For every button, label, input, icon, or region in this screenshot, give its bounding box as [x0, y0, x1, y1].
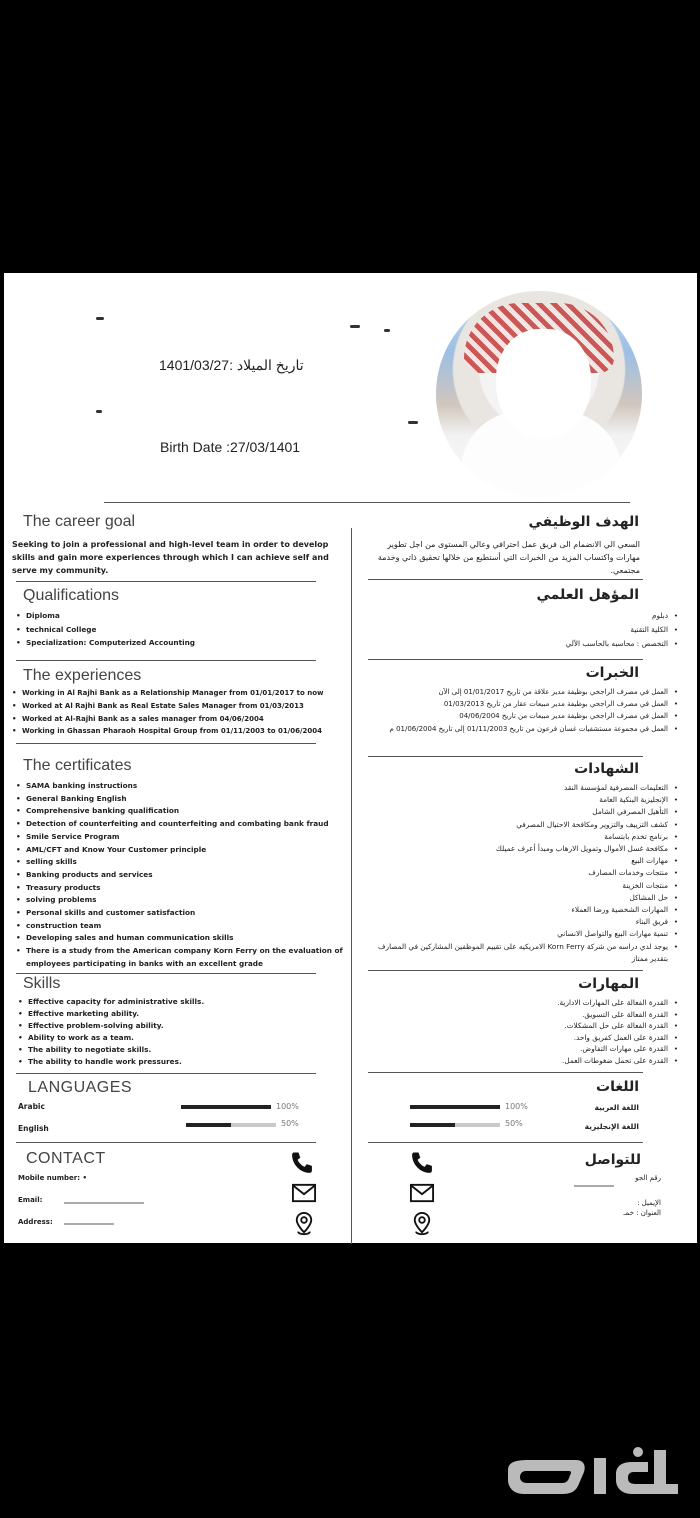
- divider: [16, 581, 316, 582]
- language-english-bar: [186, 1123, 276, 1127]
- language-english-ar: اللغة الإنجليزية: [584, 1122, 639, 1131]
- name-redacted: [96, 317, 104, 320]
- list-item: • Smile Service Program: [16, 831, 344, 844]
- experiences-list-ar: [364, 686, 680, 735]
- contact-title-ar: للتواصل: [584, 1152, 641, 1168]
- divider: [16, 973, 316, 974]
- list-item: • Working in Al Rajhi Bank as a Relationship Manager from 01/01/2017 to now: [12, 687, 340, 700]
- list-item: • العمل في مصرف الراجحي بوظيفة مدير علاقة من تاريخ 01/01/2017 إلى الآن: [364, 686, 680, 698]
- list-item: • Effective marketing ability.: [18, 1008, 346, 1020]
- language-english-percent: 50%: [281, 1119, 299, 1128]
- list-item: • Diploma: [16, 609, 344, 623]
- list-item: • Working in Ghassan Pharaoh Hospital Group from 01/11/2003 to 01/06/2004: [12, 725, 340, 738]
- list-item: • Effective capacity for administrative skills.: [18, 996, 346, 1008]
- list-item: • Worked at Al Rajhi Bank as Real Estate Sales Manager from 01/03/2013: [12, 700, 340, 713]
- list-item: • العمل في مجموعة مستشفيات غسان فرعون من تاريخ 01/11/2003 إلى تاريخ 01/06/2004 م: [364, 723, 680, 735]
- location-icon: [408, 1210, 436, 1238]
- list-item: • مهارات البيع: [364, 855, 680, 867]
- list-item: • There is a study from the American company Korn Ferry on the evaluation of employees participating in banks with an excellent grade: [16, 945, 344, 970]
- mail-icon: [290, 1179, 318, 1207]
- divider: [368, 579, 643, 580]
- divider: [16, 743, 316, 744]
- list-item: • technical College: [16, 623, 344, 637]
- column-divider: [351, 528, 352, 1244]
- list-item: • التأهيل المصرفي الشامل: [364, 806, 680, 818]
- divider: [368, 970, 643, 971]
- career-goal-title-ar: الهدف الوظيفي: [528, 514, 639, 530]
- address-redacted: [64, 1223, 114, 1225]
- list-item: • الإنجليزية البنكية العامة: [364, 794, 680, 806]
- name-redacted: [384, 329, 390, 332]
- language-arabic-percent: 100%: [276, 1102, 299, 1111]
- qualifications-title-ar: المؤهل العلمي: [536, 587, 639, 603]
- language-arabic: Arabic: [18, 1102, 45, 1111]
- list-item: • solving problems: [16, 894, 344, 907]
- certificates-title-ar: الشهادات: [574, 761, 639, 777]
- list-item: • العمل في مصرف الراجحي بوظيفة مدير مبيعات من تاريخ 04/06/2004: [364, 710, 680, 722]
- birth-date-english: Birth Date :27/03/1401: [160, 439, 301, 455]
- qualifications-list: [16, 609, 344, 650]
- list-item: • منتجات وخدمات المصارف: [364, 867, 680, 879]
- profile-photo: [436, 291, 642, 497]
- list-item: • كشف التزييف والتزوير ومكافحة الاحتيال المصرفي: [364, 819, 680, 831]
- language-arabic-bar-ar: [410, 1105, 500, 1109]
- list-item: • مكافحة غسل الأموال وتمويل الارهاب ومبدأ أعرف عميلك: [364, 843, 680, 855]
- email-label: Email:: [18, 1196, 43, 1204]
- divider: [368, 1142, 643, 1143]
- languages-title: LANGUAGES: [28, 1079, 133, 1096]
- languages-title-ar: اللغات: [596, 1079, 639, 1095]
- qualifications-list-ar: [364, 609, 680, 651]
- list-item: • القدرة الفعالة على حل المشكلات.: [364, 1020, 680, 1032]
- list-item: • حل المشاكل: [364, 892, 680, 904]
- divider: [104, 502, 630, 503]
- language-english: English: [18, 1124, 49, 1133]
- mobile-label-ar: رقم الجو: [635, 1174, 661, 1182]
- list-item: • selling skills: [16, 856, 344, 869]
- qualifications-title: Qualifications: [23, 587, 120, 604]
- language-english-percent-ar: 50%: [505, 1119, 523, 1128]
- list-item: • Banking products and services: [16, 869, 344, 882]
- list-item: • منتجات الخزينة: [364, 880, 680, 892]
- divider: [16, 1073, 316, 1074]
- list-item: • المهارات الشخصية ورضا العملاء: [364, 904, 680, 916]
- list-item: • The ability to negotiate skills.: [18, 1044, 346, 1056]
- skills-title-ar: المهارات: [578, 976, 639, 992]
- address-label-ar: العنوان : خمـ: [623, 1209, 661, 1217]
- language-arabic-percent-ar: 100%: [505, 1102, 528, 1111]
- list-item: • AML/CFT and Know Your Customer principle: [16, 844, 344, 857]
- list-item: • The ability to handle work pressures.: [18, 1056, 346, 1068]
- phone-icon: [288, 1149, 316, 1177]
- list-item: • دبلوم: [364, 609, 680, 623]
- phone-icon: [408, 1149, 436, 1177]
- list-item: • فريق البناء: [364, 916, 680, 928]
- name-redacted: [408, 421, 418, 424]
- list-item: • تنمية مهارات البيع والتواصل الانساني: [364, 928, 680, 940]
- name-redacted: [96, 410, 102, 413]
- list-item: • القدرة على مهارات التفاوض.: [364, 1043, 680, 1055]
- list-item: • التخصص : محاسبه بالحاسب الآلي: [364, 637, 680, 651]
- birth-date-arabic: تاريخ الميلاد :1401/03/27: [159, 357, 304, 373]
- name-redacted: [350, 325, 360, 328]
- list-item: • برنامج تخدم بابتسامة: [364, 831, 680, 843]
- list-item: • الكلية التقنية: [364, 623, 680, 637]
- list-item: • القدرة على العمل كفريق واحد.: [364, 1032, 680, 1044]
- list-item: • يوجد لدي دراسه من شركة Korn Ferry الامريكيه على تقييم الموظفين المشاركين في المصارف بتقدير ممتاز: [364, 941, 680, 965]
- divider: [16, 1142, 316, 1143]
- language-arabic-ar: اللغة العربية: [594, 1103, 639, 1112]
- skills-list-ar: [364, 997, 680, 1066]
- list-item: • Developing sales and human communication skills: [16, 932, 344, 945]
- certificates-list: [16, 780, 344, 971]
- list-item: • القدرة الفعالة على التسويق.: [364, 1009, 680, 1021]
- list-item: • العمل في مصرف الراجحي بوظيفة مدير مبيعات عقار من تاريخ 01/03/2013: [364, 698, 680, 710]
- mobile-label: Mobile number: •: [18, 1174, 87, 1182]
- face-blur: [496, 329, 591, 439]
- list-item: • Comprehensive banking qualification: [16, 805, 344, 818]
- contact-title: CONTACT: [26, 1150, 106, 1167]
- list-item: • Specialization: Computerized Accounting: [16, 636, 344, 650]
- email-redacted: [64, 1202, 144, 1204]
- certificates-title: The certificates: [23, 757, 132, 774]
- list-item: • SAMA banking instructions: [16, 780, 344, 793]
- list-item: • التعليمات المصرفية لمؤسسة النقد: [364, 782, 680, 794]
- list-item: • القدرة الفعالة على المهارات الادارية.: [364, 997, 680, 1009]
- career-goal-text: Seeking to join a professional and high-level team in order to develop skills and gain more experiences through which I can achieve self and serve my community.: [12, 540, 329, 575]
- list-item: • construction team: [16, 920, 344, 933]
- list-item: • Treasury products: [16, 882, 344, 895]
- divider: [16, 660, 316, 661]
- experiences-list: [12, 687, 340, 738]
- experiences-title: The experiences: [23, 667, 142, 684]
- list-item: • Worked at Al-Rajhi Bank as a sales manager from 04/06/2004: [12, 713, 340, 726]
- address-label: Address:: [18, 1218, 53, 1226]
- career-goal-text-ar: السعي الي الانضمام الى فريق عمل احترافي وعالي المستوى من اجل تطوير مهارات واكتساب المزيد من الخبرات التي أستطيع من خلالها تحقيق ذاتي وخدمة مجتمعي.: [377, 540, 640, 575]
- language-english-bar-ar: [410, 1123, 500, 1127]
- email-label-ar: الإيميل :: [637, 1199, 661, 1207]
- language-arabic-bar: [181, 1105, 271, 1109]
- mail-icon: [408, 1179, 436, 1207]
- list-item: • القدرة على تحمل ضغوطات العمل.: [364, 1055, 680, 1067]
- career-goal-title: The career goal: [23, 513, 136, 530]
- divider: [368, 1072, 643, 1073]
- certificates-list-ar: [364, 782, 680, 965]
- list-item: • Personal skills and customer satisfaction: [16, 907, 344, 920]
- skills-title: Skills: [23, 975, 61, 992]
- list-item: • Effective problem-solving ability.: [18, 1020, 346, 1032]
- location-icon: [290, 1210, 318, 1238]
- skills-list: [18, 996, 346, 1068]
- mobile-redacted-ar: [574, 1185, 614, 1187]
- list-item: • General Banking English: [16, 793, 344, 806]
- list-item: • Ability to work as a team.: [18, 1032, 346, 1044]
- divider: [368, 659, 643, 660]
- divider: [368, 756, 643, 757]
- list-item: • Detection of counterfeiting and counterfeiting and combating bank fraud: [16, 818, 344, 831]
- resume-page: [4, 273, 697, 1243]
- haraj-watermark-logo: [498, 1440, 690, 1508]
- experiences-title-ar: الخبرات: [585, 665, 639, 681]
